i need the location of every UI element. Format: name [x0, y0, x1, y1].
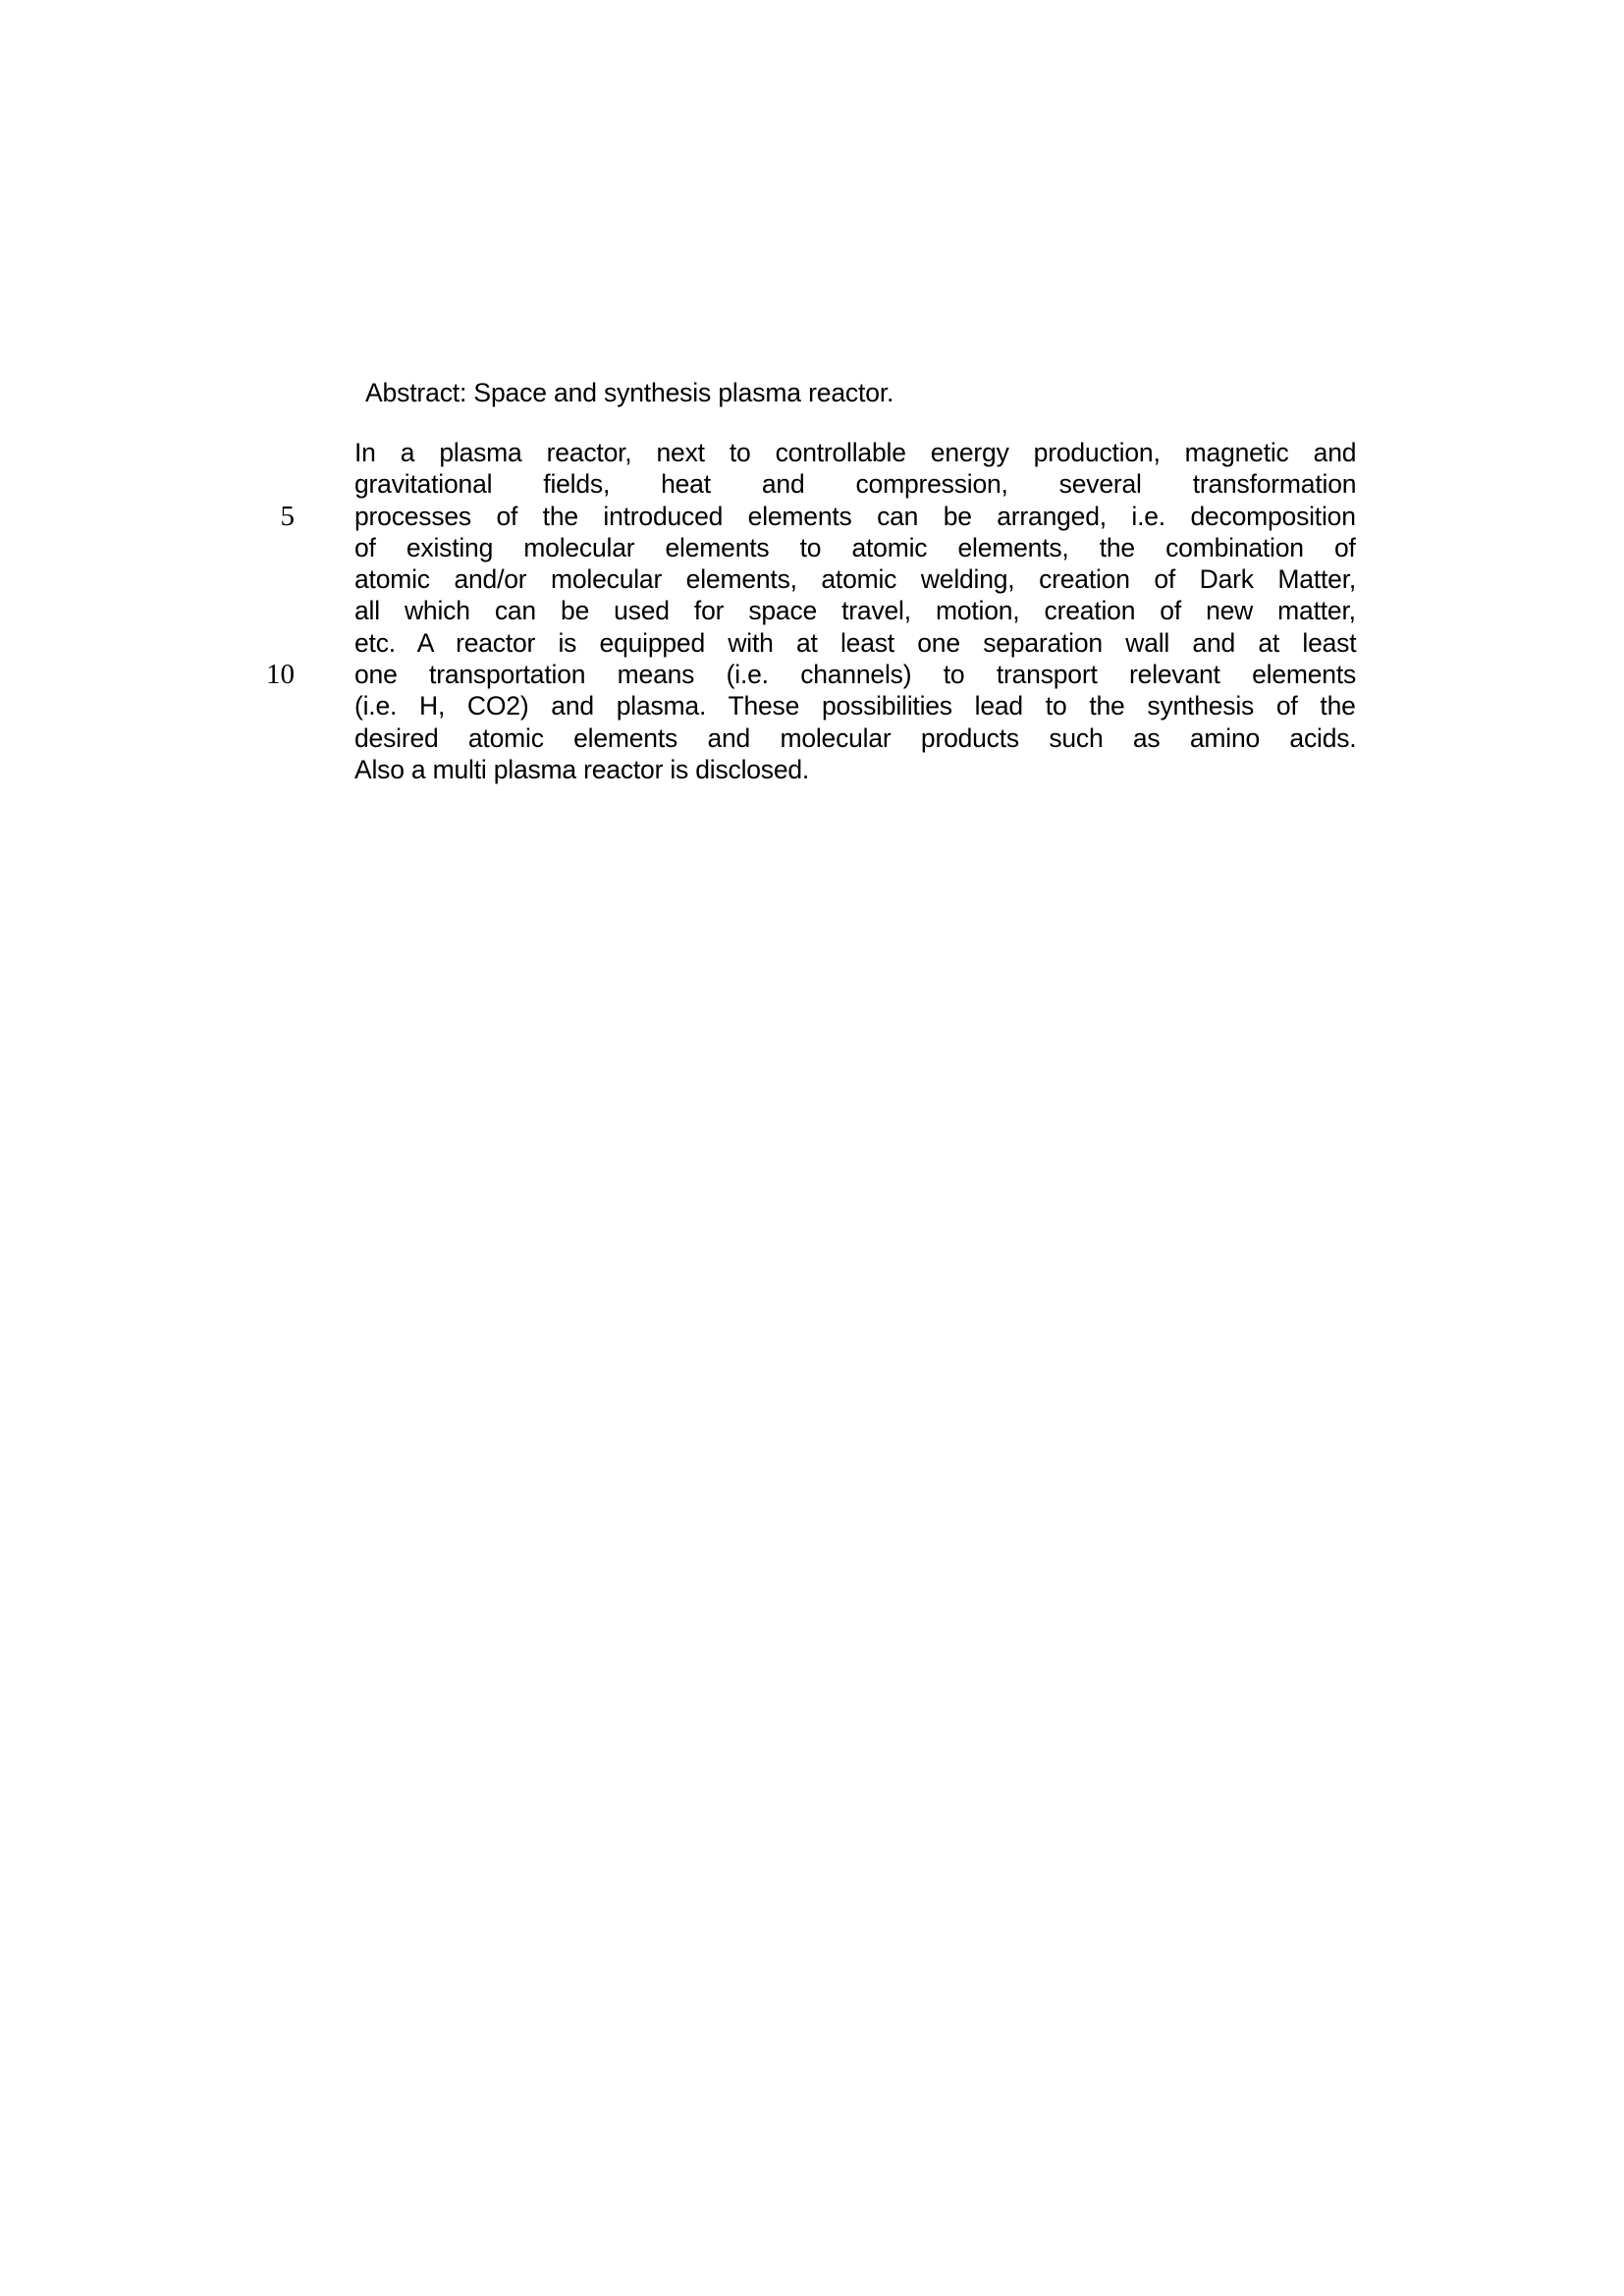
abstract-line: Also a multi plasma reactor is disclosed.	[354, 754, 810, 784]
abstract-line: In a plasma reactor, next to controllable energy production, magnetic and	[354, 438, 1357, 467]
line-number: 10	[266, 659, 295, 691]
abstract-line: etc. A reactor is equipped with at least one separation wall and at least	[354, 627, 1357, 658]
line-number-gutter	[177, 437, 295, 785]
abstract-line: one transportation means (i.e. channels) to transport relevant elements	[354, 660, 1357, 690]
abstract-line: (i.e. H, CO2) and plasma. These possibilities lead to the synthesis of the	[354, 691, 1356, 721]
abstract-body	[354, 437, 1356, 785]
abstract-line: atomic and/or molecular elements, atomic welding, creation of Dark Matter,	[354, 564, 1357, 595]
abstract-line: desired atomic elements and molecular products such as amino acids.	[354, 722, 1357, 753]
line-number: 5	[280, 500, 295, 532]
abstract-line: processes of the introduced elements can be arranged, i.e. decomposition	[354, 501, 1356, 531]
abstract-line: all which can be used for space travel, motion, creation of new matter,	[354, 596, 1356, 626]
abstract-line: gravitational fields, heat and compression, several transformation	[354, 469, 1357, 500]
abstract-line: of existing molecular elements to atomic elements, the combination of	[354, 532, 1356, 562]
abstract-title: Abstract: Space and synthesis plasma reactor.	[365, 378, 894, 407]
